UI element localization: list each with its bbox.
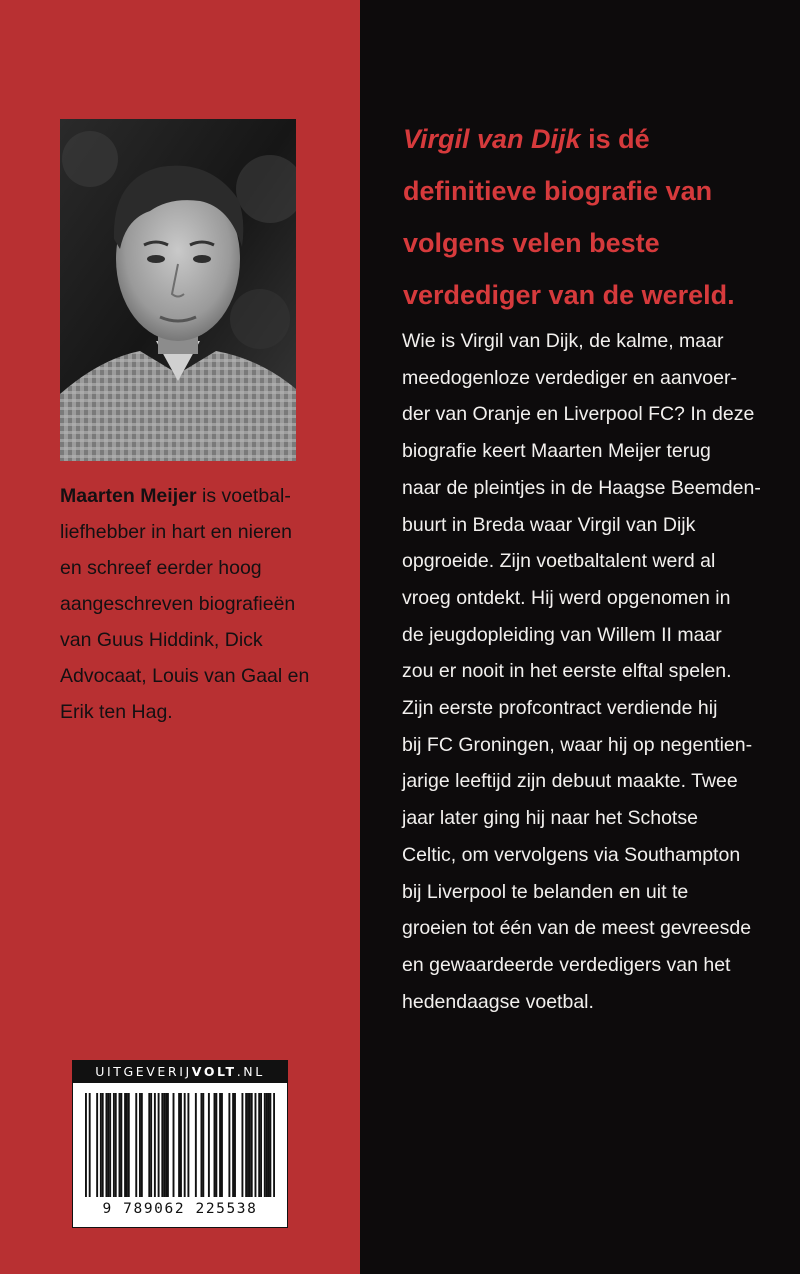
blurb-line: en gewaardeerde verdedigers van het xyxy=(402,953,731,976)
barcode-bar xyxy=(119,1093,121,1197)
barcode-bar xyxy=(154,1093,156,1197)
barcode-bar xyxy=(195,1093,197,1197)
barcode-bar xyxy=(266,1093,268,1197)
barcode-bar xyxy=(247,1093,249,1197)
barcode-bar xyxy=(208,1093,210,1197)
author-bio-line: en schreef eerder hoog xyxy=(60,557,262,579)
barcode-bar xyxy=(128,1093,130,1197)
barcode-bar xyxy=(187,1093,189,1197)
barcode-bar xyxy=(96,1093,98,1197)
author-portrait-image xyxy=(60,119,296,461)
publisher-label xyxy=(73,1061,287,1083)
author-bio-line: liefhebber in hart en nieren xyxy=(60,521,292,543)
barcode-bar xyxy=(150,1093,152,1197)
blurb-line: Wie is Virgil van Dijk, de kalme, maar xyxy=(402,330,724,352)
blurb-text xyxy=(402,323,772,1020)
barcode-bar xyxy=(107,1093,109,1197)
barcode-bar xyxy=(268,1093,270,1197)
headline-text: is dé xyxy=(580,124,650,154)
blurb-line: jaar later ging hij naar het Schotse xyxy=(402,807,698,830)
barcode-bar xyxy=(232,1093,234,1197)
barcode-bar xyxy=(109,1093,111,1197)
barcode-bar xyxy=(113,1093,115,1197)
barcode-bar xyxy=(85,1093,87,1197)
author-bio-line: Erik ten Hag. xyxy=(60,701,173,723)
publisher-suffix: .NL xyxy=(236,1064,265,1079)
barcode-bar xyxy=(264,1093,266,1197)
author-bio-line: van Guus Hiddink, Dick xyxy=(60,629,263,651)
barcode-bar xyxy=(178,1093,180,1197)
barcode-bar xyxy=(102,1093,104,1197)
barcode-bar xyxy=(139,1093,141,1197)
author-bio xyxy=(60,478,310,730)
barcode-bar xyxy=(167,1093,169,1197)
barcode-bar xyxy=(120,1093,122,1197)
blurb-line: groeien tot één van de meest gevreesde xyxy=(402,917,752,940)
barcode-bar xyxy=(158,1093,160,1197)
author-bio-text: is voetbal- xyxy=(196,485,291,507)
barcode-bar xyxy=(234,1093,236,1197)
headline-line: definitieve biografie van xyxy=(403,176,713,206)
barcode-bars xyxy=(85,1093,275,1197)
barcode-bar xyxy=(180,1093,182,1197)
barcode-bar xyxy=(260,1093,262,1197)
author-bio-line: aangeschreven biografieën xyxy=(60,593,296,615)
barcode-bar xyxy=(228,1093,230,1197)
blurb-line: Zijn eerste profcontract verdiende hij xyxy=(402,697,718,720)
barcode-bar xyxy=(251,1093,253,1197)
headline xyxy=(403,113,763,321)
barcode-bar xyxy=(126,1093,128,1197)
blurb-line: de jeugdopleiding van Willem II maar xyxy=(402,623,722,646)
barcode-bar xyxy=(273,1093,275,1197)
barcode-bar xyxy=(165,1093,167,1197)
blurb-line: bij Liverpool te belanden en uit te xyxy=(402,880,689,903)
barcode-bar xyxy=(249,1093,251,1197)
blurb-line: bij FC Groningen, waar hij op negentien- xyxy=(402,733,753,756)
headline-line: verdediger van de wereld. xyxy=(403,280,735,310)
barcode-bar xyxy=(115,1093,117,1197)
barcode-bar xyxy=(215,1093,217,1197)
book-title: Virgil van Dijk xyxy=(403,124,581,154)
barcode-digits: 9 789062 225538 xyxy=(102,1201,258,1217)
barcode-bar xyxy=(241,1093,243,1197)
barcode-bar xyxy=(148,1093,150,1197)
barcode-bar xyxy=(161,1093,163,1197)
blurb-line: Celtic, om vervolgens via Southampton xyxy=(402,843,741,866)
blurb-line: hedendaagse voetbal. xyxy=(402,990,594,1013)
barcode-bar xyxy=(219,1093,221,1197)
author-bio-line xyxy=(60,478,310,514)
publisher-brand: VOLT xyxy=(191,1064,237,1079)
barcode-bar xyxy=(100,1093,102,1197)
barcode-bar xyxy=(214,1093,216,1197)
blurb-line: naar de pleintjes in de Haagse Beemden- xyxy=(402,476,761,499)
blurb-line: jarige leeftijd zijn debuut maakte. Twee xyxy=(402,770,738,793)
barcode-bar xyxy=(245,1093,247,1197)
barcode-bar xyxy=(89,1093,91,1197)
barcode-bar xyxy=(221,1093,223,1197)
author-name: Maarten Meijer xyxy=(60,485,197,507)
blurb-line: biografie keert Maarten Meijer terug xyxy=(402,440,711,463)
blurb-line: opgroeide. Zijn voetbaltalent werd al xyxy=(402,550,716,573)
barcode-bar xyxy=(269,1093,271,1197)
blurb-line: zou er nooit in het eerste elftal spelen. xyxy=(402,660,732,683)
barcode-bar xyxy=(105,1093,107,1197)
blurb-line: der van Oranje en Liverpool FC? In deze xyxy=(402,403,755,426)
barcode-bar xyxy=(124,1093,126,1197)
blurb-line: meedogenloze verdediger en aanvoer- xyxy=(402,366,737,389)
author-photo xyxy=(60,119,296,461)
barcode-bar xyxy=(135,1093,137,1197)
publisher-prefix: UITGEVERIJ xyxy=(95,1064,192,1079)
barcode-bar xyxy=(200,1093,202,1197)
barcode-box xyxy=(72,1060,288,1228)
blurb-line: buurt in Breda waar Virgil van Dijk xyxy=(402,513,696,536)
headline-line: volgens velen beste xyxy=(403,228,660,258)
barcode-bar xyxy=(141,1093,143,1197)
headline-line xyxy=(403,113,763,165)
barcode-bar xyxy=(258,1093,260,1197)
blurb-line: vroeg ontdekt. Hij werd opgenomen in xyxy=(402,586,731,609)
barcode-bar xyxy=(163,1093,165,1197)
barcode-bar xyxy=(255,1093,257,1197)
barcode-bar xyxy=(184,1093,186,1197)
barcode-bar xyxy=(173,1093,175,1197)
author-bio-line: Advocaat, Louis van Gaal en xyxy=(60,665,310,687)
barcode-bar xyxy=(202,1093,204,1197)
